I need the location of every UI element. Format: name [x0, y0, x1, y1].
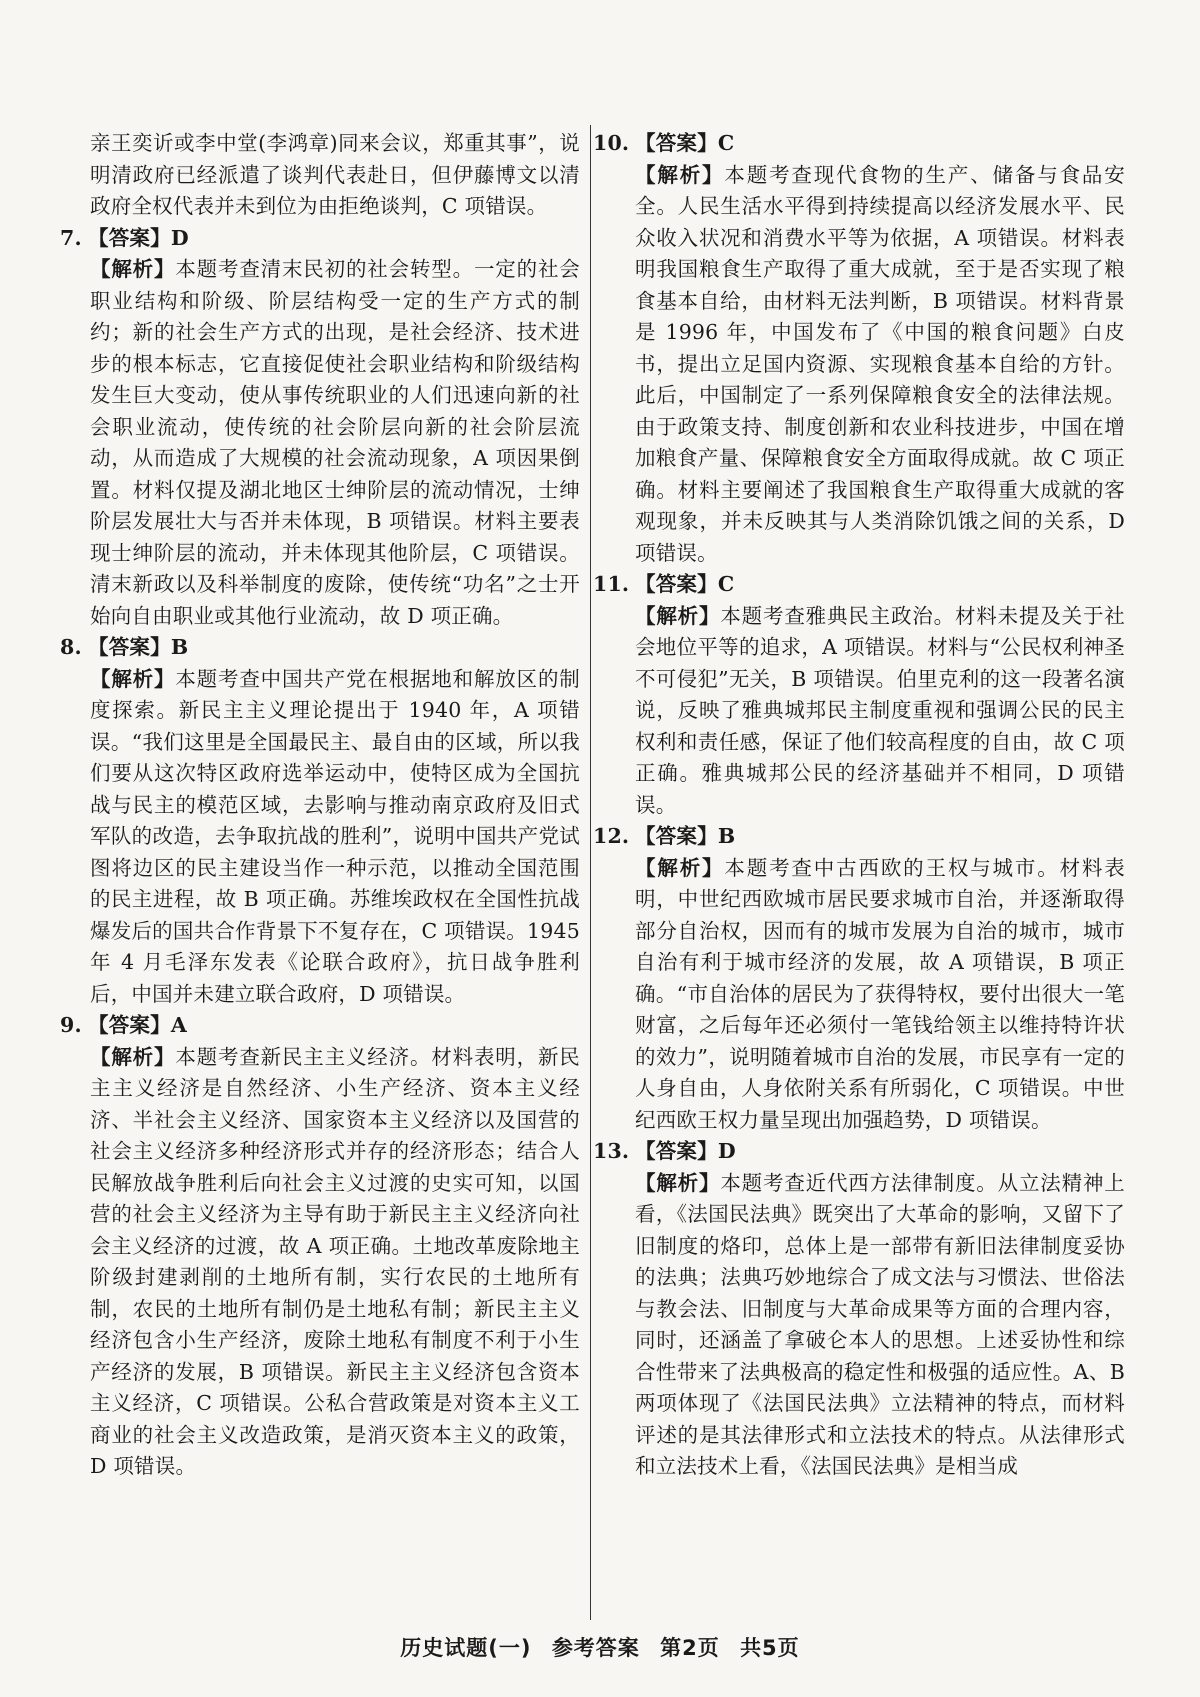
analysis-text: 本题考查清末民初的社会转型。一定的社会职业结构和阶级、阶层结构受一定的生产方式的制约；新的社会生产方式的出现，是社会经济、技术进步的根本标志，它直接促使社会职业结构和阶级结构发生巨大变动，使从事传统职业的人们迅速向新的社会职业流动，使传统的社会阶层向新的社会阶层流动，从而造成了大规模的社会流动现象，A 项因果倒置。材料仅提及湖北地区士绅阶层的流动情况，士绅阶层发展壮大与否并未体现，B 项错误。材料主要表现士绅阶层的流动，并未体现其他阶层，C 项错误。清末新政以及科举制度的废除，使传统“功名”之士开始向自由职业或其他行业流动，故 D 项正确。 — [90, 257, 580, 628]
analysis-label: 【解析】 — [635, 162, 725, 187]
analysis-label: 【解析】 — [635, 1170, 721, 1195]
analysis-label: 【解析】 — [90, 1044, 176, 1069]
question-number: 12. — [593, 824, 630, 848]
answer-label: 【答案】 — [635, 824, 718, 848]
answer-value: B — [170, 635, 189, 659]
analysis-text: 本题考查中古西欧的王权与城市。材料表明，中世纪西欧城市居民要求城市自治，并逐渐取得部分自治权，因而有的城市发展为自治的城市，城市自治有利于城市经济的发展，故 A 项错误，B 项正确。“市自治体的居民为了获得特权，要付出很大一笔财富，之后每年还必须付一笔钱给领主以维持特许状的效力”，说明随着城市自治的发展，市民享有一定的人身自由，人身依附关系有所弱化，C 项错误。中世纪西欧王权力量呈现出加强趋势，D 项错误。 — [635, 855, 1125, 1132]
question-7 — [60, 223, 580, 633]
answer-label: 【答案】 — [88, 1013, 171, 1037]
answer-value: D — [717, 1139, 736, 1163]
page-footer — [0, 1632, 1200, 1662]
question-8 — [60, 632, 580, 1010]
answer-label: 【答案】 — [88, 225, 171, 250]
footer-subject: 历史试题(一) — [400, 1636, 532, 1660]
question-number: 9. — [60, 1013, 82, 1037]
analysis-text: 本题考查近代西方法律制度。从立法精神上看，《法国民法典》既突出了大革命的影响，又留下了旧制度的烙印，总体上是一部带有新旧法律制度妥协的法典；法典巧妙地综合了成文法与习惯法、世俗法与教会法、旧制度与大革命成果等方面的合理内容，同时，还涵盖了拿破仑本人的思想。上述妥协性和综合性带来了法典极高的稳定性和极强的适应性。A、B 两项体现了《法国民法典》立法精神的特点，而材料评述的是其法律形式和立法技术的特点。从法律形式和立法技术上看，《法国民法典》是相当成 — [635, 1170, 1125, 1478]
continued-analysis: 亲王奕䜣或李中堂(李鸿章)同来会议，郑重其事”，说明清政府已经派遣了谈判代表赴日，但伊藤博文以清政府全权代表并未到位为由拒绝谈判，C 项错误。 — [90, 131, 580, 218]
column-divider — [590, 125, 591, 1620]
question-9 — [60, 1010, 580, 1483]
answer-value: C — [717, 572, 735, 596]
question-number: 10. — [593, 131, 630, 155]
right-column — [593, 128, 1125, 1483]
answer-label: 【答案】 — [635, 1139, 718, 1163]
question-13 — [593, 1136, 1125, 1483]
question-number: 11. — [593, 572, 630, 596]
answer-label: 【答案】 — [88, 635, 171, 659]
analysis-label: 【解析】 — [635, 855, 725, 880]
question-10 — [593, 128, 1125, 569]
analysis-text: 本题考查中国共产党在根据地和解放区的制度探索。新民主主义理论提出于 1940 年，A 项错误。“我们这里是全国最民主、最自由的区域，所以我们要从这次特区政府选举运动中，使特区成为全国抗战与民主的模范区域，去影响与推动南京政府及旧式军队的改造，去争取抗战的胜利”，说明中国共产党试图将边区的民主建设当作一种示范，以推动全国范围的民主进程，故 B 项正确。苏维埃政权在全国性抗战爆发后的国共合作背景下不复存在，C 项错误。1945 年 4 月毛泽东发表《论联合政府》，抗日战争胜利后，中国并未建立联合政府，D 项错误。 — [90, 666, 580, 1006]
question-11 — [593, 569, 1125, 821]
analysis-text: 本题考查新民主主义经济。材料表明，新民主主义经济是自然经济、小生产经济、资本主义经济、半社会主义经济、国家资本主义经济以及国营的社会主义经济多种经济形式并存的经济形态；结合人民解放战争胜利后向社会主义过渡的史实可知，以国营的社会主义经济为主导有助于新民主主义经济向社会主义经济的过渡，故 A 项正确。土地改革废除地主阶级封建剥削的土地所有制，实行农民的土地所有制，农民的土地所有制仍是土地私有制；新民主主义经济包含小生产经济，废除土地私有制度不利于小生产经济的发展，B 项错误。新民主主义经济包含资本主义经济，C 项错误。公私合营政策是对资本主义工商业的社会主义改造政策，是消灭资本主义的政策，D 项错误。 — [90, 1044, 580, 1478]
question-12 — [593, 821, 1125, 1136]
question-number: 13. — [593, 1139, 630, 1163]
analysis-label: 【解析】 — [635, 603, 721, 628]
analysis-label: 【解析】 — [90, 257, 176, 281]
footer-total-pages: 共5页 — [740, 1636, 800, 1660]
answer-label: 【答案】 — [635, 131, 718, 155]
answer-value: D — [170, 225, 189, 250]
answer-value: B — [717, 824, 736, 848]
question-number: 8. — [60, 635, 82, 659]
answer-value: C — [717, 131, 735, 155]
analysis-text: 本题考查雅典民主政治。材料未提及关于社会地位平等的追求，A 项错误。材料与“公民权利神圣不可侵犯”无关，B 项错误。伯里克利的这一段著名演说，反映了雅典城邦民主制度重视和强调公民的民主权利和责任感，保证了他们较高程度的自由，故 C 项正确。雅典城邦公民的经济基础并不相同，D 项错误。 — [635, 603, 1125, 817]
footer-label: 参考答案 — [551, 1636, 640, 1660]
question-number: 7. — [60, 225, 82, 250]
analysis-text: 本题考查现代食物的生产、储备与食品安全。人民生活水平得到持续提高以经济发展水平、民众收入状况和消费水平等为依据，A 项错误。材料表明我国粮食生产取得了重大成就，至于是否实现了粮食基本自给，由材料无法判断，B 项错误。材料背景是 1996 年，中国发布了《中国的粮食问题》白皮书，提出立足国内资源、实现粮食基本自给的方针。此后，中国制定了一系列保障粮食安全的法律法规。由于政策支持、制度创新和农业科技进步，中国在增加粮食产量、保障粮食安全方面取得成就。故 C 项正确。材料主要阐述了我国粮食生产取得重大成就的客观现象，并未反映其与人类消除饥饿之间的关系，D 项错误。 — [635, 162, 1125, 565]
analysis-label: 【解析】 — [90, 666, 176, 691]
left-column — [60, 128, 580, 1483]
footer-page-number: 第2页 — [660, 1636, 720, 1660]
answer-value: A — [170, 1013, 187, 1037]
answer-label: 【答案】 — [635, 572, 718, 596]
